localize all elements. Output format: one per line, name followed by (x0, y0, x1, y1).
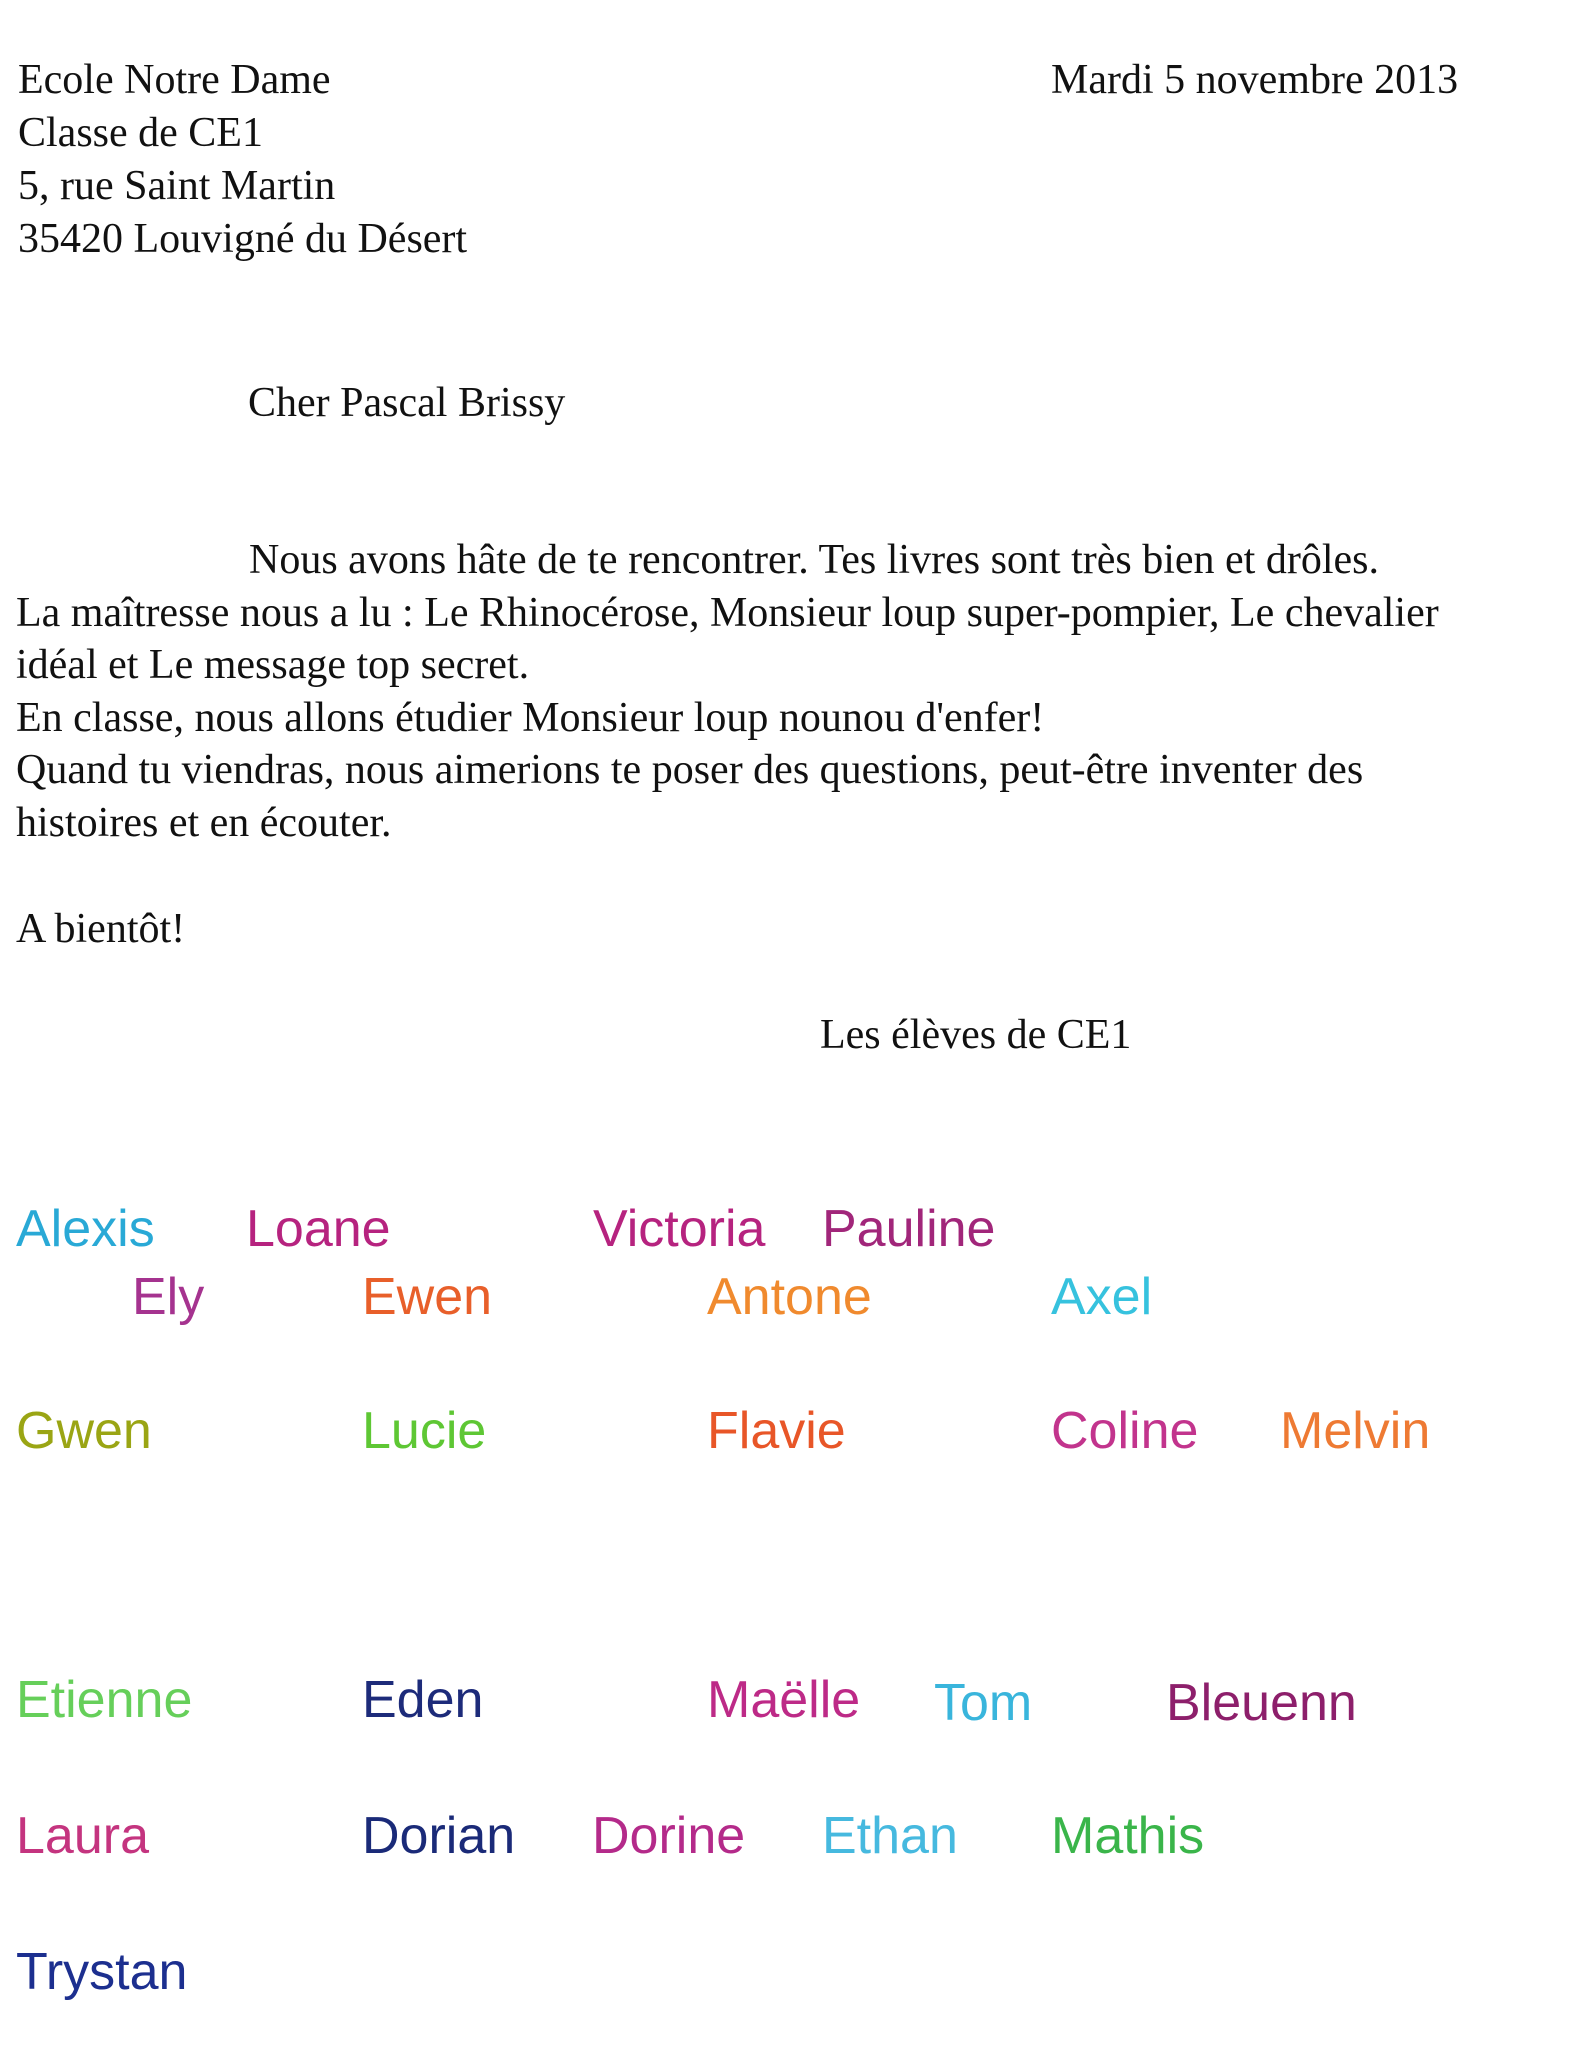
student-name: Eden (362, 1671, 484, 1729)
student-name: Pauline (822, 1200, 996, 1258)
letter-date: Mardi 5 novembre 2013 (1051, 57, 1459, 103)
student-name: Tom (934, 1674, 1033, 1732)
student-name: Lucie (362, 1402, 487, 1460)
student-name: Melvin (1280, 1402, 1431, 1460)
student-name: Alexis (16, 1200, 155, 1258)
student-name: Ely (132, 1268, 205, 1326)
school-name: Ecole Notre Dame (18, 57, 331, 103)
student-name: Loane (246, 1200, 391, 1258)
body-line: histoires et en écouter. (16, 799, 392, 846)
student-name: Dorine (592, 1807, 746, 1865)
salutation: Cher Pascal Brissy (248, 380, 566, 426)
student-name: Trystan (16, 1943, 188, 2001)
student-name: Mathis (1051, 1807, 1205, 1865)
class-name: Classe de CE1 (18, 110, 263, 156)
student-name: Coline (1051, 1402, 1199, 1460)
body-line: La maîtresse nous a lu : Le Rhinocérose, Monsieur loup super-pompier, Le chevalier (16, 589, 1439, 636)
student-name: Gwen (16, 1402, 152, 1460)
closing: A bientôt! (16, 906, 186, 952)
student-name: Axel (1051, 1268, 1153, 1326)
student-name: Ewen (362, 1268, 493, 1326)
signature: Les élèves de CE1 (820, 1012, 1132, 1058)
student-name: Ethan (822, 1807, 958, 1865)
student-name: Dorian (362, 1807, 516, 1865)
letter-body (16, 534, 1576, 849)
student-name: Victoria (593, 1200, 766, 1258)
body-line: Quand tu viendras, nous aimerions te poser des questions, peut-être inventer des (16, 747, 1364, 793)
student-name: Laura (16, 1807, 149, 1865)
body-line: Nous avons hâte de te rencontrer. Tes livres sont très bien et drôles. (249, 537, 1379, 583)
street-address: 5, rue Saint Martin (18, 163, 336, 209)
student-name: Maëlle (707, 1671, 861, 1729)
student-name: Antone (707, 1268, 872, 1326)
city-address: 35420 Louvigné du Désert (18, 216, 468, 262)
body-line: En classe, nous allons étudier Monsieur loup nounou d'enfer! (16, 694, 1045, 741)
body-line: idéal et Le message top secret. (16, 642, 530, 688)
student-name: Bleuenn (1166, 1674, 1357, 1732)
student-name: Etienne (16, 1671, 193, 1729)
student-name: Flavie (707, 1402, 846, 1460)
